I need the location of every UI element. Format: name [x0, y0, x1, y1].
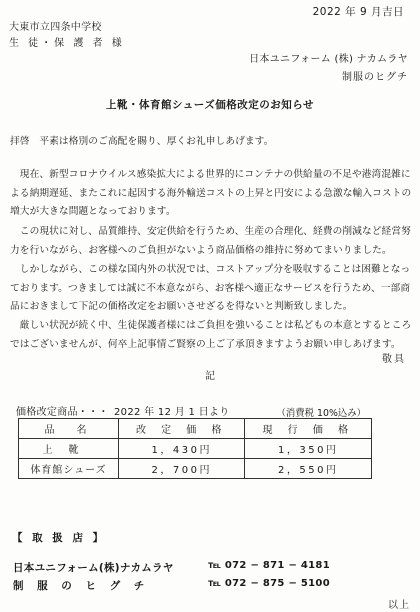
- price-table: [18, 418, 372, 479]
- table-row: [19, 459, 372, 479]
- end-marker: 以上: [388, 600, 410, 611]
- effective-date: 2022 年 12 月 1 日より: [114, 407, 230, 418]
- sender-company: 日本ユニフォーム (株) ナカムラヤ: [249, 54, 408, 65]
- price-section-heading: 価格改定商品・・・: [16, 407, 109, 418]
- new-price: 1，430円: [118, 439, 245, 459]
- recipient-people: 生 徒・保 護 者 様: [9, 38, 125, 49]
- sender-shop: 制服のヒグチ: [342, 72, 408, 83]
- price-table-header: [19, 419, 372, 439]
- column-header-item: 品 名: [19, 419, 119, 439]
- issue-date: 2022 年 9 月吉日: [312, 6, 404, 18]
- table-row: [19, 439, 372, 459]
- shop-name-higuchi: 制 服 の ヒ グ チ: [13, 580, 150, 592]
- shop-phone-higuchi: ℡ 072 − 875 − 5100: [208, 578, 330, 589]
- notice-title: 上靴・体育館シューズ価格改定のお知らせ: [106, 99, 314, 111]
- recipient-school: 大東市立四条中学校: [9, 22, 102, 33]
- body-paragraph-efforts: この現状に対し、品質維持、安定供給を行うため、生産の合理化、経費の削減など経営努力を行いながら、お客様へのご負担がないよう商品価格の維持に努めてまいりました。: [10, 226, 411, 256]
- ki-marker: 記: [205, 371, 215, 382]
- shop-name-nakamuraya: 日本ユニフォーム(株)ナカムラヤ: [13, 562, 174, 574]
- shops-heading: 【 取 扱 店 】: [12, 532, 107, 544]
- current-price: 2，550円: [245, 459, 372, 479]
- closing-keigu: 敬具: [382, 354, 406, 365]
- body-paragraph-decision: しかしながら、この様な国内外の状況では、コストアップ分を吸収することは困難となっております。つきましては誠に不本意ながら、お客様へ適正なサービスを行うため、一部商品におきまして下記の価格改定をお願いさせざるを得ないと判断致しました。: [10, 264, 411, 312]
- new-price: 2，700円: [118, 459, 245, 479]
- greeting-paragraph: 拝啓 平素は格別のご高配を賜り、厚くお礼申しあげます。: [10, 136, 274, 147]
- body-paragraph-situation: 現在、新型コロナウイルス感染拡大による世界的にコンテナの供給量の不足や港湾混雑による納期遅延、またこれに起因する海外輸送コストの上昇と円安による急激な輸入コストの増大が大きな問題となっております。: [10, 169, 412, 217]
- tax-note: （消費税 10%込み）: [276, 408, 366, 419]
- item-name: 上靴: [19, 439, 119, 459]
- shop-phone-nakamuraya: ℡ 072 − 871 − 4181: [208, 560, 330, 571]
- body-paragraph-apology: 厳しい状況が続く中、生徒保護者様にはご負担を強いることは私どもの本意とするところではございませんが、何卒上記事情ご賢察の上ご了承頂きますようお願い申しあげます。: [10, 320, 412, 350]
- column-header-current-price: 現 行 価 格: [245, 419, 372, 439]
- item-name: 体育館シューズ: [19, 459, 119, 479]
- current-price: 1，350円: [245, 439, 372, 459]
- column-header-new-price: 改 定 価 格: [118, 419, 245, 439]
